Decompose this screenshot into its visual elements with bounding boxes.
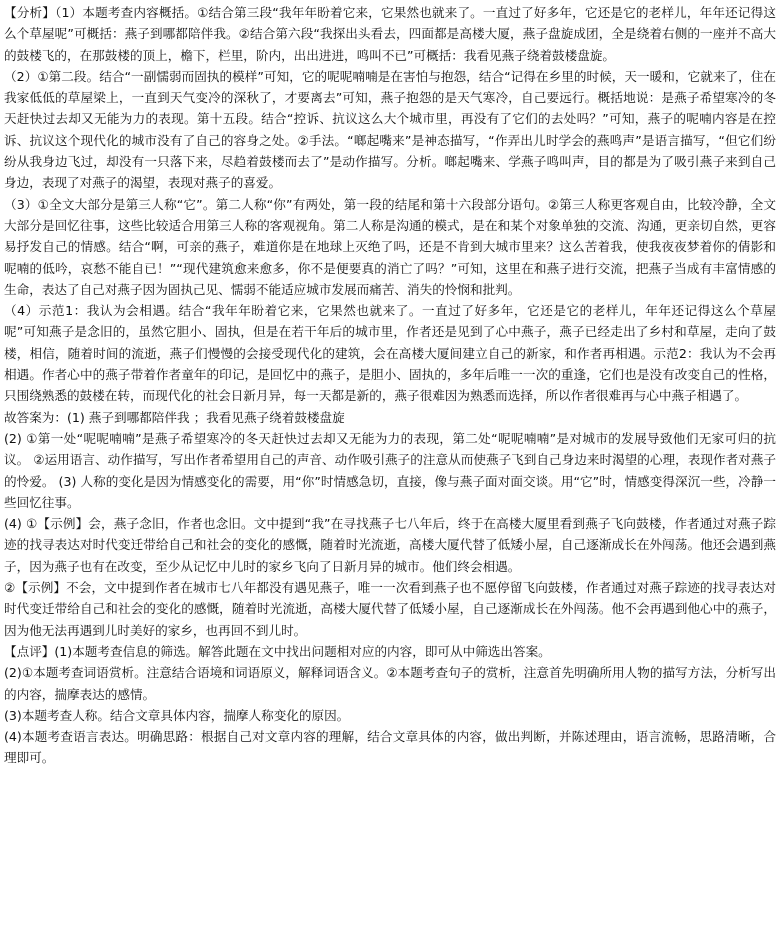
comment-part-2: (2)①本题考查词语赏析。注意结合语境和词语原义，解释词语含义。②本题考查句子的赏析，注意首先明确所用人物的描写方法，分析写出的内容，揣摩表达的感情。 [4,665,776,702]
analysis-part-1-summary: 【分析】（1）本题考查内容概括。①结合第三段“我年年盼着它来，它果然也就来了。一直过了好多年，它还是它的老样儿，年年还记得这么个草屋呢”可概括：燕子到哪都陪伴我。②结合第六段“我探出头看去，四面都是高楼大厦，燕子盘旋成团，全是绕着右侧的一座并不高大的鼓楼飞的，在那鼓楼的顶上，檐下，栏里，阶内，出出进进，鸣叫不已”可概括：我看见燕子绕着鼓楼盘旋。 [4,5,776,63]
analysis-part-2-word-appreciation: （2）①第二段。结合“一副懦弱而固执的模样”可知，它的呢呢喃喃是在害怕与抱怨，结合“记得在乡里的时候，天一暖和，它就来了，住在我家低低的草屋梁上，一直到天气变冷的深秋了，才要离去”可知，燕子抱怨的是天气寒冷，自己要远行。概括地说：是燕子希望寒冷的冬天赶快过去却又无能为力的表现。第十五段。结合“控诉、抗议这么大个城市里，再没有了它们的去处吗？”可知，燕子的呢喃内容是在控诉、抗议这个现代化的城市没有了自己的容身之处。②手法。“啷起嘴来”是神态描写，“作弄出儿时学会的燕鸣声”是语言描写，“但它们纷纷从我身边飞过，却没有一只落下来，尽趋着鼓楼而去了”是动作描写。分析。啷起嘴来、学燕子鸣叫声，目的都是为了吸引燕子来到自己身边，表现了对燕子的渴望，表现对燕子的喜爱。 [4,68,776,191]
answer-part-4-example-1: (4) ①【示例】会，燕子念旧，作者也念旧。文中提到“我”在寻找燕子七八年后，终于在高楼大厦里看到燕子飞向鼓楼，作者通过对燕子踪迹的找寻表达对时代变迁带给自己和社会的变化的感慨，随着时光流逝，高楼大厦代替了低矮小屋，自己逐渐成长在外闯荡。他还会遇到燕子，因为燕子也有在改变，至少从记忆中儿时的家乡飞向了日新月异的城市。他们终会相遇。 [4,516,776,574]
answer-part-1: 故答案为：(1) 燕子到哪都陪伴我 ；我看见燕子绕着鼓楼盘旋 [4,409,345,425]
comment-part-3: (3)本题考查人称。结合文章具体内容，揣摩人称变化的原因。 [4,707,350,723]
analysis-part-3-narrative-person: （3）①全文大部分是第三人称“它”。第二人称“你”有两处，第一段的结尾和第十六段部分语句。②第三人称更客观自由，比较冷静，全文大部分是回忆往事，这些比较适合用第三人称的客观视角。第二人称是沟通的模式，是在和某个对象单独的交流、沟通，更亲切自然，更容易抒发自己的情感。结合“啊，可亲的燕子，难道你是在地球上灭绝了吗，还是不肯到大城市里来？这么苦着我，使我夜夜梦着你的倩影和呢喃的低吟，哀愁不能自已！”“现代建筑愈来愈多，你不是便要真的消亡了吗？”可知，这里在和燕子进行交流，把燕子当成有丰富情感的生命，表达了自己对燕子因为固执己见、懦弱不能适应城市发展而痛苦、消失的怜悯和批判。 [4,196,776,297]
answer-part-4-example-2: ②【示例】不会，文中提到作者在城市七八年都没有遇见燕子，唯一一次看到燕子也不愿停留飞向鼓楼，作者通过对燕子踪迹的找寻表达对时代变迁带给自己和社会的变化的感慨，随着时光流逝，高楼大厦代替了低矮小屋，自己逐渐成长在外闯荡。他不会再遇到他心中的燕子，因为他无法再遇到儿时美好的家乡，也再回不到儿时。 [4,580,776,638]
comment-part-4: (4)本题考查语言表达。明确思路：根据自己对文章内容的理解，结合文章具体的内容，做出判断，并陈述理由，语言流畅，思路清晰，合理即可。 [4,729,776,766]
answer-part-2-and-3: (2) ①第一处“呢呢喃喃”是燕子希望寒冷的冬天赶快过去却又无能为力的表现，第二处“呢呢喃喃”是对城市的发展导致他们无家可归的抗议。 ②运用语言、动作描写，写出作者希望用自己的声音、动作吸引燕子的注意从而使燕子飞到自己身边来时渴望的心理，表现作者对燕子的怜爱。 (3) 人称的变化是因为情感变化的需要，用“你”时情感急切，直接，像与燕子面对面交谈。用“它”时，情感变得深沉一些，冷静一些回忆往事。 [4,430,776,510]
analysis-part-4-examples: （4）示范1：我认为会相遇。结合“我年年盼着它来，它果然也就来了。一直过了好多年，它还是它的老样儿，年年还记得这么个草屋呢”可知燕子是念旧的，虽然它胆小、固执，但是在若干年后的城市里，作者还是见到了心中燕子，燕子已经走出了乡村和草屋，走向了鼓楼，相信，随着时间的流逝，燕子们慢慢的会接受现代化的建筑，会在高楼大厦间建立自己的新家，和作者再相遇。示范2：我认为不会再相遇。作者心中的燕子带着作者童年的印记，是回忆中的燕子，是胆小、固执的，多年后唯一一次的重逢，它们也是没有改变自己的性格，只围绕熟悉的鼓楼在转，而现代化的社会日新月异，每一天都是新的，燕子很难因为熟悉而选择，所以作者很难再与心中燕子相遇了。 [4,303,776,404]
comment-part-1: 【点评】(1)本题考查信息的筛选。解答此题在文中找出问题相对应的内容，即可从中筛选出答案。 [4,643,551,659]
